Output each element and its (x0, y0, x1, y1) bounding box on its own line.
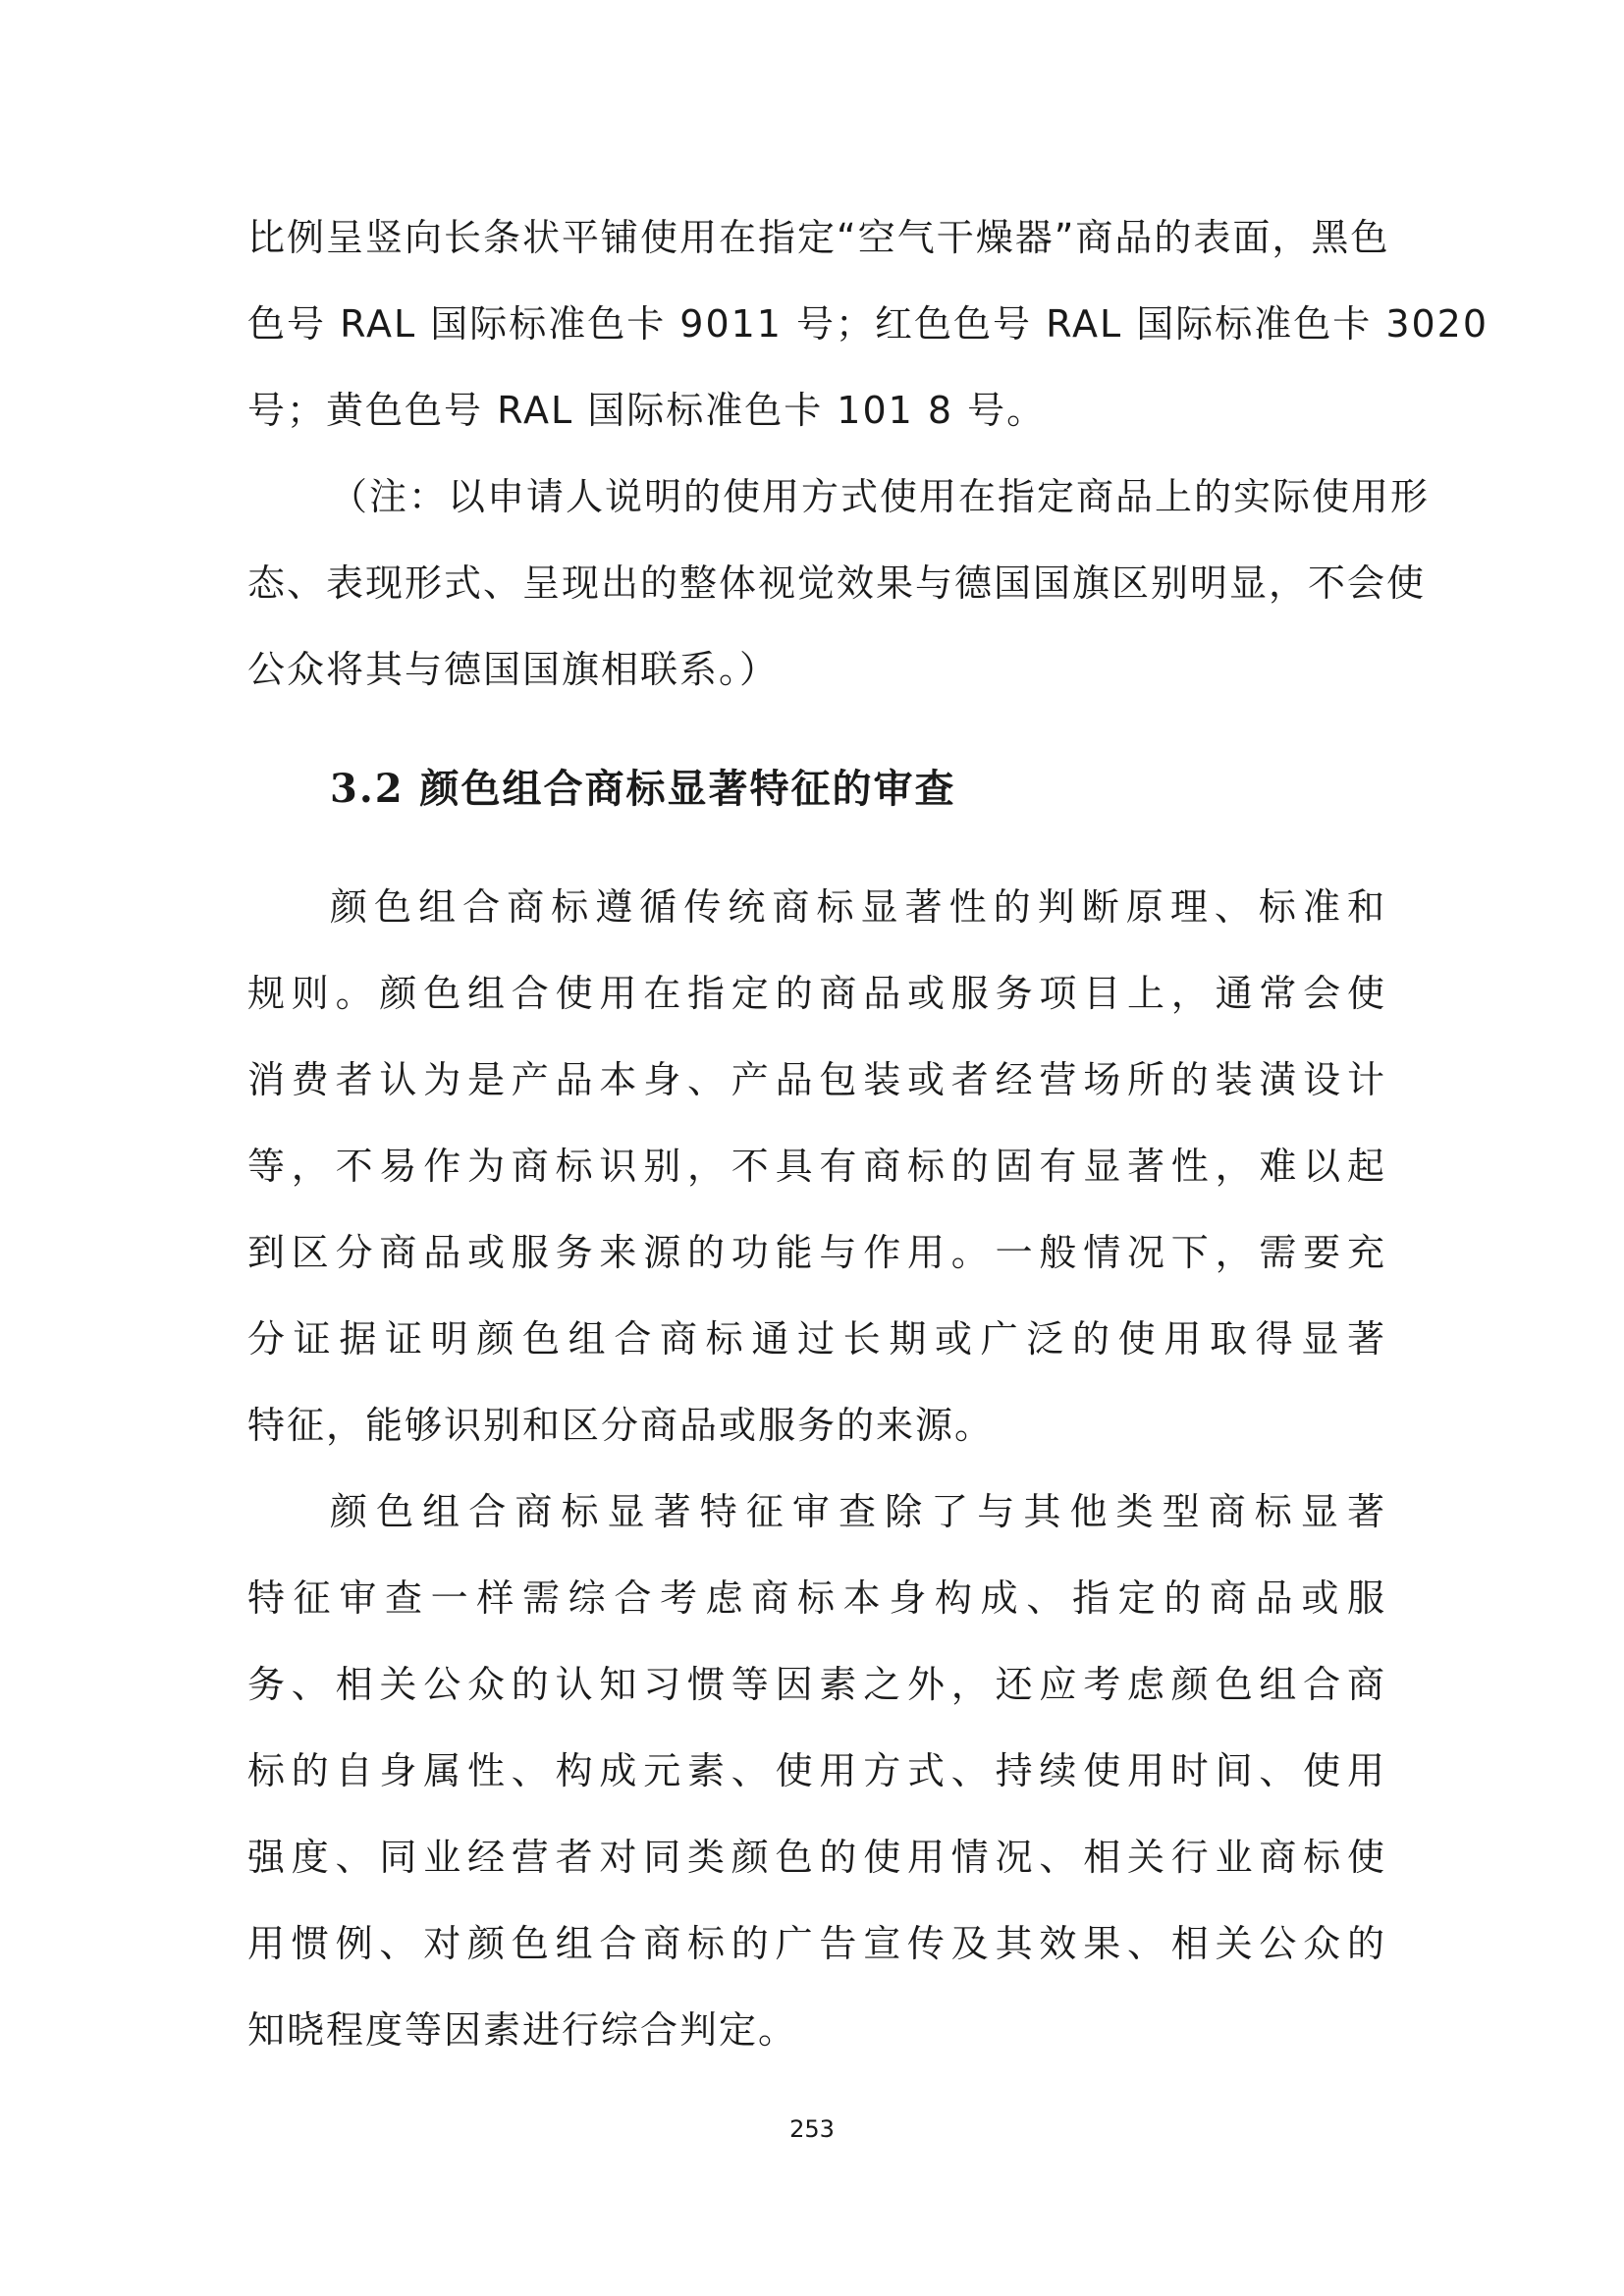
body-text-line: 知晓程度等因素进行综合判定。 (247, 2008, 798, 2052)
note-text-line: 公众将其与德国国旗相联系。） (247, 648, 780, 691)
body-text-line: 色号 RAL 国际标准色卡 9011 号；红色色号 RAL 国际标准色卡 3020 (247, 302, 1489, 346)
body-text-line: 强度、同业经营者对同类颜色的使用情况、相关行业商标使 (247, 1836, 1386, 1879)
body-text-line: 务、相关公众的认知习惯等因素之外，还应考虑颜色组合商 (247, 1663, 1386, 1706)
note-text-line: （注：以申请人说明的使用方式使用在指定商品上的实际使用形 (330, 475, 1431, 518)
section-heading: 3.2 颜色组合商标显著特征的审查 (330, 766, 956, 812)
body-text-line: 号；黄色色号 RAL 国际标准色卡 101 8 号。 (247, 389, 1047, 432)
body-text-line: 用惯例、对颜色组合商标的广告宣传及其效果、相关公众的 (247, 1922, 1386, 1965)
body-text-line: 颜色组合商标遵循传统商标显著性的判断原理、标准和 (330, 885, 1386, 929)
body-text-line: 到区分商品或服务来源的功能与作用。一般情况下，需要充 (247, 1231, 1386, 1274)
body-text-line: 特征审查一样需综合考虑商标本身构成、指定的商品或服 (247, 1576, 1386, 1620)
body-text-line: 标的自身属性、构成元素、使用方式、持续使用时间、使用 (247, 1749, 1386, 1792)
body-text-line: 特征，能够识别和区分商品或服务的来源。 (247, 1404, 995, 1447)
body-text-line: 颜色组合商标显著特征审查除了与其他类型商标显著 (330, 1490, 1386, 1533)
note-text-line: 态、表现形式、呈现出的整体视觉效果与德国国旗区别明显，不会使 (247, 561, 1427, 605)
body-text-line: 消费者认为是产品本身、产品包装或者经营场所的装潢设计 (247, 1058, 1386, 1101)
page-number: 253 (789, 2115, 835, 2143)
body-text-line: 分证据证明颜色组合商标通过长期或广泛的使用取得显著 (247, 1317, 1386, 1361)
body-text-line: 比例呈竖向长条状平铺使用在指定“空气干燥器”商品的表面，黑色 (247, 216, 1390, 259)
body-text-line: 规则。颜色组合使用在指定的商品或服务项目上，通常会使 (247, 972, 1386, 1015)
body-text-line: 等，不易作为商标识别，不具有商标的固有显著性，难以起 (247, 1145, 1386, 1188)
